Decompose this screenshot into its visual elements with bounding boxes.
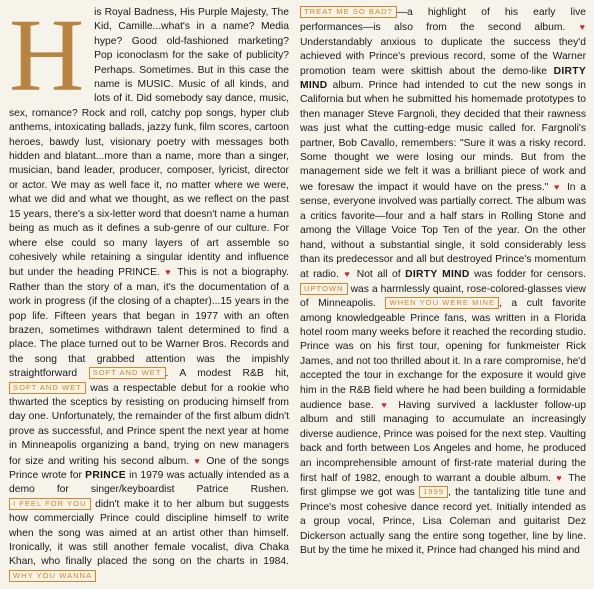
text: , a cult favorite among knowledgeable Prince fans, was written in a Florida hotel room many weeks before it reached the recording studio. Prince was on his first tour, opening for funkmeister Rick James, and not too thrilled about it. In a rare compromise, he'd accepted the tour in exchange for the exposure it would give him in the R&B field where he had been building a formidable audience base. bbox=[300, 298, 586, 411]
text: was fodder for censors. bbox=[474, 269, 586, 281]
album-title: DIRTY MIND bbox=[300, 65, 586, 92]
paragraph bbox=[300, 6, 586, 558]
drop-cap: H bbox=[9, 0, 85, 113]
text: was a respectable debut for a rookie who thwarted the sceptics by resisting on producing himself from day one. Unfortunately, the remainder of the first album didn't prove as successful, and Prince spent the next year at home in Minneapolis organizing a band, trying on new managers for size and writing his second album. bbox=[9, 382, 289, 467]
heart-icon: ♥ bbox=[556, 473, 564, 483]
album-title: DIRTY MIND bbox=[405, 269, 470, 281]
heart-icon: ♥ bbox=[579, 22, 585, 33]
left-column bbox=[9, 0, 289, 584]
heart-icon: ♥ bbox=[381, 399, 391, 410]
heart-icon: ♥ bbox=[194, 455, 202, 466]
text: album. Prince had intended to cut the new songs in California but when he submitted his homemade prototypes to then manager Steve Fargnoli, they decided that their rawness was just what the cutting-edge music called for. Fargnoli's partner, Bob Cavallo, remembers: "Sure it was a risky record. Some thought we were losing our minds. But from the management side we felt it was a brilliant piece of work and we foresaw the impact it would have on the press." bbox=[300, 80, 586, 193]
right-column bbox=[300, 6, 586, 558]
heart-icon: ♥ bbox=[344, 269, 352, 280]
song-title: SOFT AND WET bbox=[9, 382, 86, 394]
text: Not all of bbox=[356, 269, 401, 281]
text: in 1979 was actually intended as a demo for singer/keyboardist Patrice Rushen. bbox=[9, 470, 289, 496]
text: —a highlight of his early live performances—is also from the second album. bbox=[300, 7, 586, 34]
song-title: TREAT ME SO BAD? bbox=[300, 6, 397, 18]
song-title: 1999 bbox=[419, 486, 448, 498]
heart-icon: ♥ bbox=[553, 181, 562, 192]
text: , the tantalizing title tune and Prince's most cohesive dance record yet. Initially intended as a group vocal, Prince, Lisa Coleman and guitarist Dez Dickerson actually sang the entire song together, line by line. But by the time he mixed it, Prince had changed his mind and bbox=[300, 487, 586, 557]
song-title: WHEN YOU WERE MINE bbox=[385, 297, 499, 309]
text: Having survived a lackluster follow-up album and still managing to accumulate an increasingly diverse audience, Prince was poised for the next step. Vaulting back and forth between Los Angeles and home, he produced an incomprehensible amount of first-rate material during the first half of 1982, enough to warrant a double album. bbox=[300, 399, 586, 484]
song-title: I FEEL FOR YOU bbox=[9, 498, 91, 510]
text: One of the songs Prince wrote for bbox=[9, 455, 289, 481]
text: . A modest R&B hit, bbox=[165, 368, 289, 380]
text: In a sense, everyone involved was partially correct. The album was a critics favorite—four and a half stars in Rolling Stone and among the Village Voice Top Ten of the year. On the other hand, without a substantial single, it sold considerably less than its predecessor and all but destroyed Prince's momentum at radio. bbox=[300, 181, 586, 281]
text: The first glimpse we got was bbox=[300, 473, 586, 499]
song-title: WHY YOU WANNA bbox=[9, 570, 96, 582]
song-title: SOFT AND WET bbox=[89, 367, 166, 379]
heart-icon: ♥ bbox=[165, 267, 173, 278]
text: is Royal Badness, His Purple Majesty, The Kid, Camille...what's in a name? Media hype? Good old-fashioned marketing? Pop iconoclasm for the sake of publicity? Perhaps. Sometimes. But in this case the name is MUSIC. Music of all kinds, and lots of it. Did somebody say dance, music, sex, romance? Rock and roll, catchy pop songs, hyper club anthems, intoxicating ballads, jazzy funk, film scores, cartoon heroes, bawdy lust, visionary poetry with messages both hidden and blatant...more than a name, more than a singer, musician, band leader, producer, composer, lyricist, director or actor. We may as well face it, no matter where we were, what we did and what we thought, as we reflect on the past 15 years, there's a six-letter word that doesn't name a human being as much as it defines a sub-genre of our culture. For where else could so many layers of art assemble so cohesively while retaining a singular identity and influence but under the heading PRINCE. bbox=[9, 7, 289, 279]
text: Understandably anxious to duplicate the success they'd achieved with Prince's previous record, some of the Warner promotion team were skittish about the demo-like bbox=[300, 36, 586, 77]
song-title: UPTOWN bbox=[300, 283, 348, 295]
artist-name: PRINCE bbox=[85, 470, 126, 481]
text: was a harmlessly quaint, rose-colored-glasses view of Minneapolis. bbox=[300, 283, 586, 310]
text: This is not a biography. Rather than the story of a man, it's the documentation of a work in progress (if the closing of a chapter)...15 years in the pop life. Fifteen years that began in 1977 with an often brazen, sometimes withdrawn talent determined to find a place. The place turned out to be Warner Bros. Records and the song that grabbed attention was the impishly straightforward bbox=[9, 267, 289, 380]
text: didn't make it to her album but suggests how commercially Prince could discipline himself to write when the song was aimed at an artist other than himself. Ironically, it was still another female vocalist, diva Chaka Khan, who finally placed the song on the charts in 1984. bbox=[9, 498, 289, 568]
